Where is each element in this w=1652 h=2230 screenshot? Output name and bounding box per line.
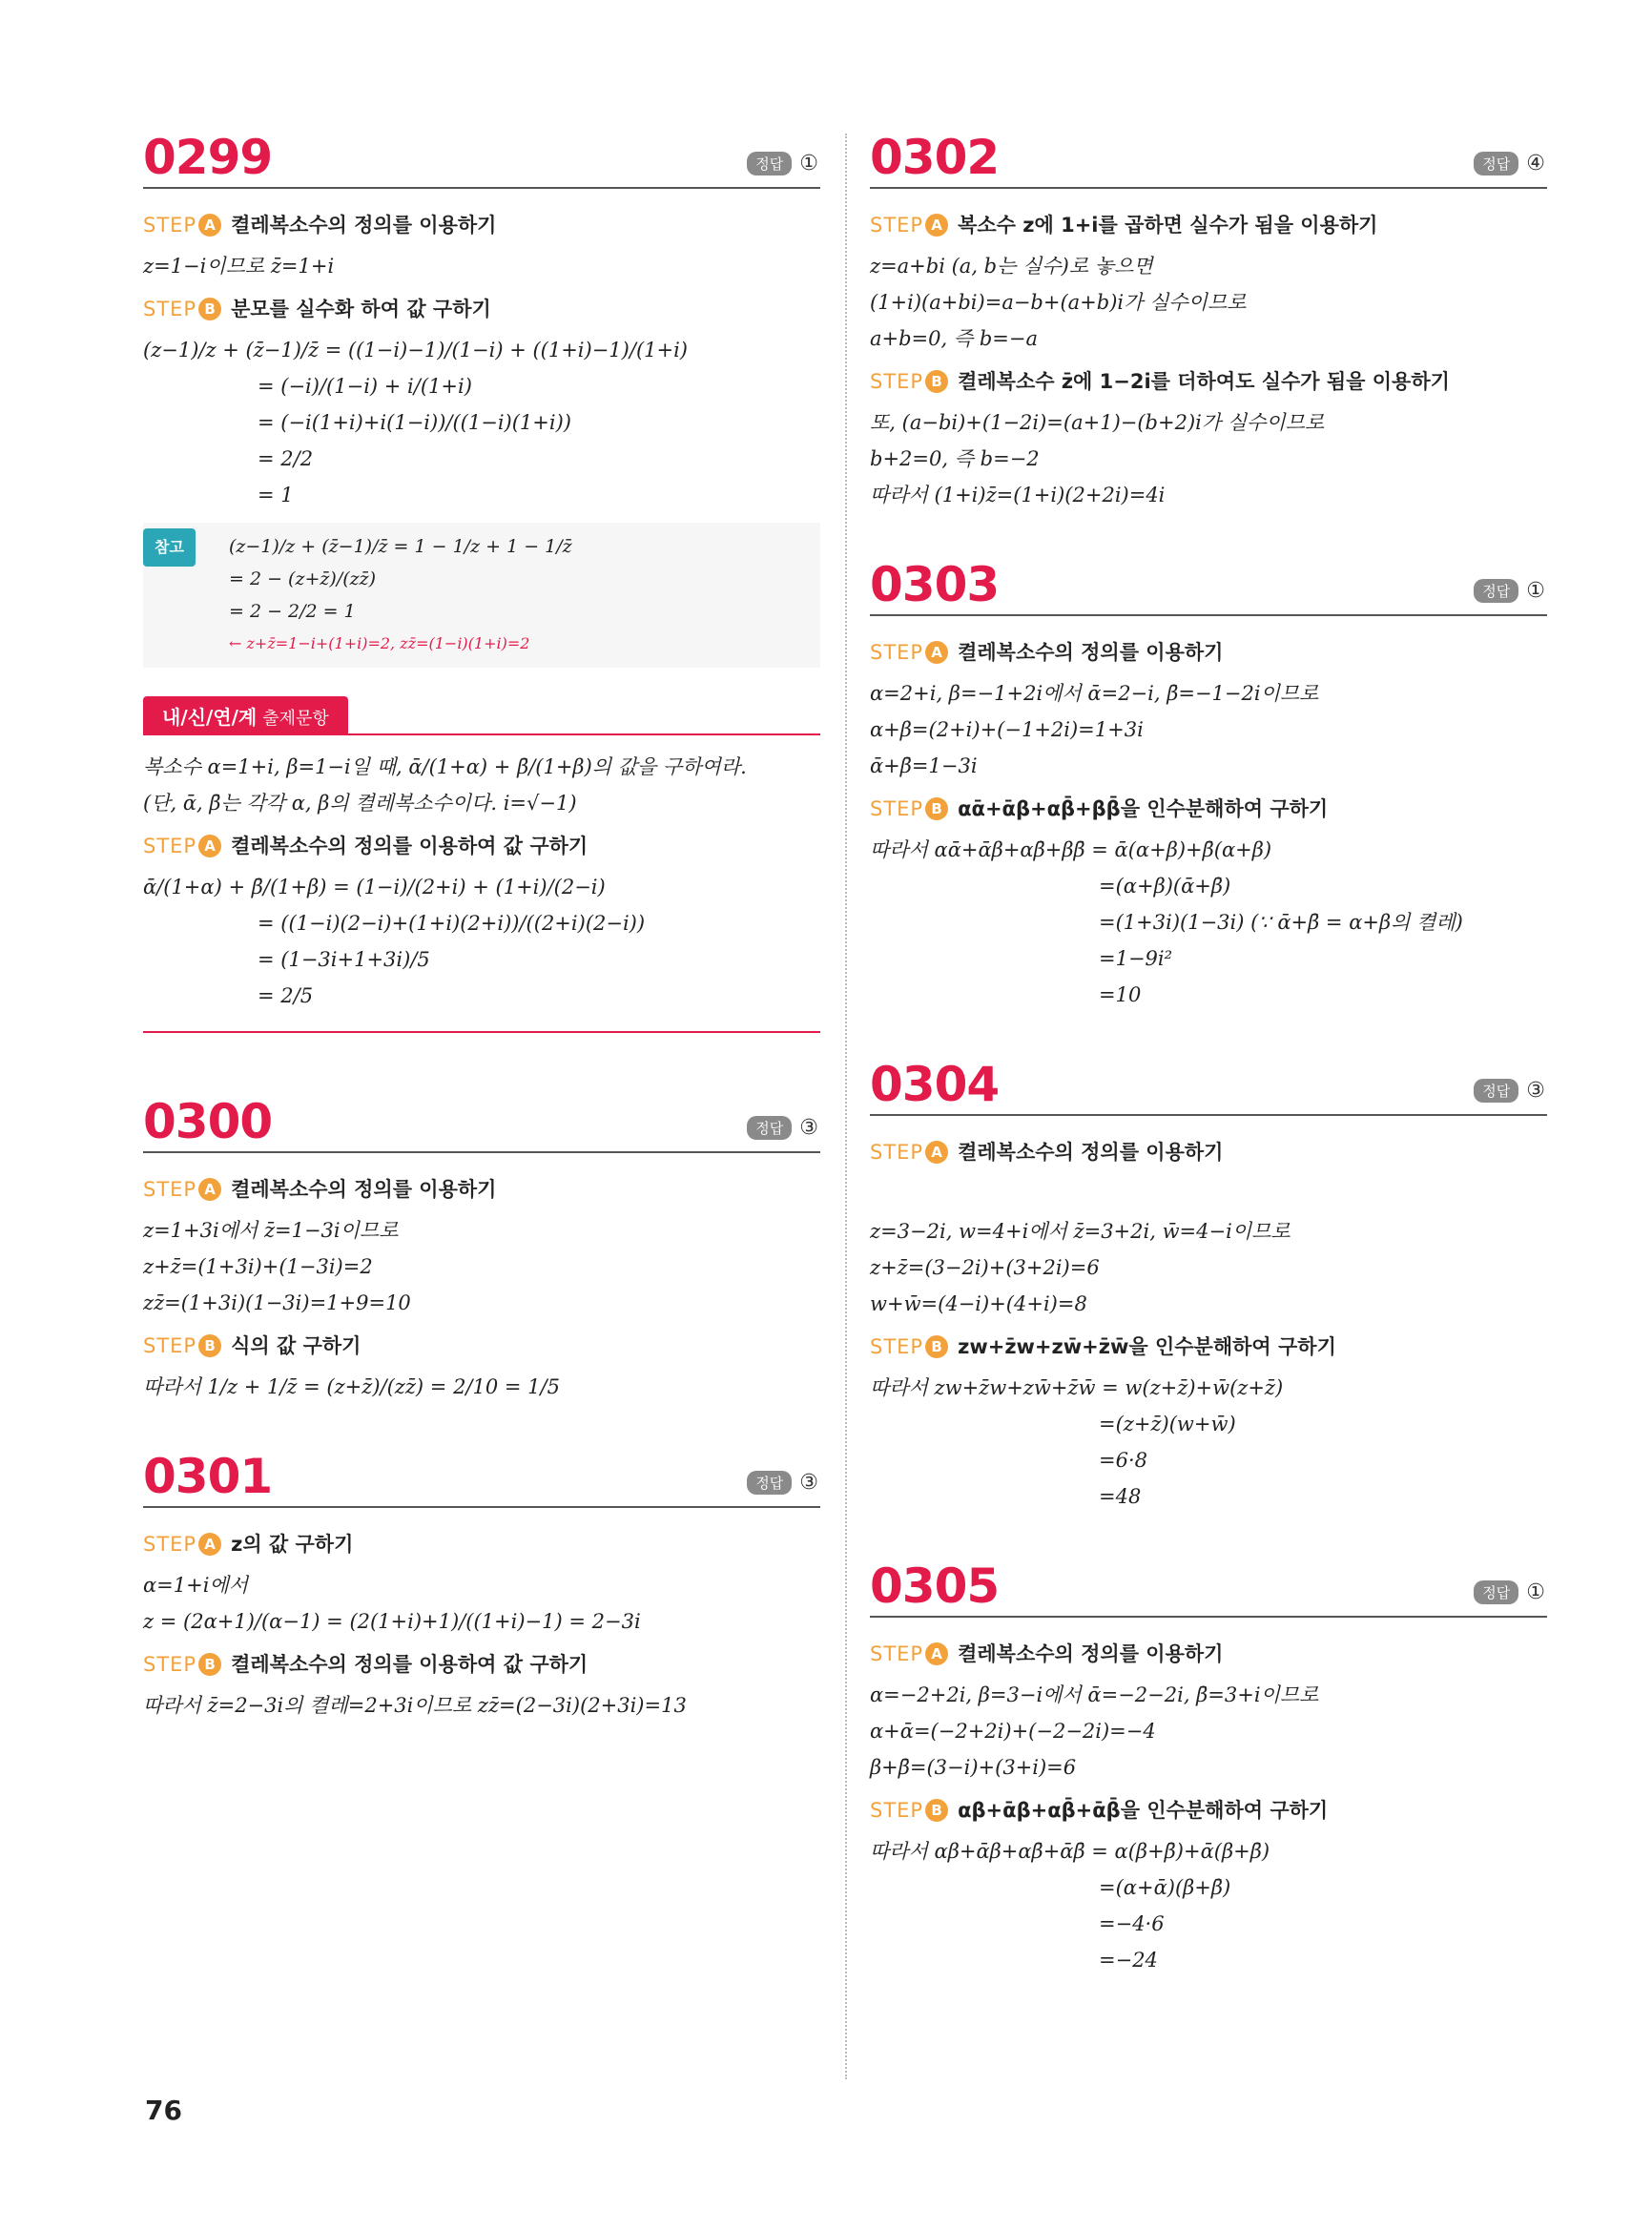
step-title: αᾱ+ᾱβ+αβ̄+ββ̄을 인수분해하여 구하기	[958, 797, 1329, 820]
step-letter-badge: B	[198, 1334, 221, 1357]
problem-0305	[870, 1553, 1547, 1978]
step-title: 켤레복소수 z̄에 1−2i를 더하여도 실수가 됨을 이용하기	[958, 370, 1450, 393]
problem-0303	[870, 551, 1547, 1013]
step-letter-badge: A	[925, 641, 948, 664]
solution-line: =48	[1099, 1485, 1142, 1508]
section-separator	[143, 1031, 820, 1033]
answer-badge: 정답	[747, 1116, 792, 1140]
page-number: 76	[145, 2095, 182, 2126]
answer-badge: 정답	[1474, 152, 1518, 176]
answer-label	[747, 1471, 818, 1496]
solution-line: = (−i)/(1−i) + i/(1+i)	[258, 375, 472, 398]
solution-line: α+ᾱ=(−2+2i)+(−2−2i)=−4	[870, 1720, 1156, 1743]
problem-header	[143, 124, 820, 189]
step-word: STEP	[870, 214, 924, 237]
step-letter-badge: B	[198, 1653, 221, 1676]
step-title: z의 값 구하기	[231, 1533, 354, 1556]
step-heading	[870, 366, 1547, 395]
solution-line: =10	[1099, 983, 1142, 1006]
solution-line: (단, ᾱ, β̄는 각각 α, β의 켤레복소수이다. i=√−1)	[143, 792, 577, 815]
solution-line: 따라서 1/z + 1/z̄ = (z+z̄)/(zz̄) = 2/10 = 1/5	[143, 1375, 560, 1398]
problem-gap	[870, 1515, 1547, 1553]
problem-number: 0302	[870, 130, 1000, 185]
step-title: 켤레복소수의 정의를 이용하여 값 구하기	[231, 1653, 589, 1676]
problem-header	[143, 1443, 820, 1508]
solution-line: =1−9i²	[1099, 947, 1173, 970]
solution-line: =6·8	[1099, 1449, 1147, 1472]
answer-badge: 정답	[1474, 1580, 1518, 1604]
problem-header	[870, 1051, 1547, 1116]
step-title: αβ+ᾱβ+αβ̄+ᾱβ̄을 인수분해하여 구하기	[958, 1799, 1329, 1822]
step-heading	[870, 1332, 1547, 1360]
problem-header	[870, 1553, 1547, 1618]
solution-line: z+z̄=(1+3i)+(1−3i)=2	[143, 1255, 373, 1278]
solution-line: = 2/5	[258, 984, 314, 1007]
answer-value: ④	[1526, 151, 1545, 176]
step-letter-badge: B	[925, 1799, 948, 1822]
step-heading	[143, 1331, 820, 1359]
problem-0302	[870, 124, 1547, 513]
step-heading	[143, 210, 820, 238]
answer-label	[747, 152, 818, 176]
problem-header	[870, 551, 1547, 616]
answer-value: ③	[1526, 1078, 1545, 1103]
solution-line: =(α+ᾱ)(β+β̄)	[1099, 1876, 1231, 1899]
step-heading	[870, 1639, 1547, 1667]
solution-line: α=−2+2i, β=3−i에서 ᾱ=−2−2i, β̄=3+i이므로	[870, 1683, 1319, 1706]
problem-number: 0299	[143, 130, 273, 185]
step-word: STEP	[870, 370, 924, 393]
solution-line: (1+i)(a+bi)=a−b+(a+b)i가 실수이므로	[870, 291, 1247, 314]
related-tag-main: 내/신/연/계	[162, 706, 258, 729]
solution-line: α=2+i, β=−1+2i에서 ᾱ=2−i, β̄=−1−2i이므로	[870, 682, 1319, 705]
solution-line: 따라서 αᾱ+ᾱβ+αβ̄+ββ̄ = ᾱ(α+β)+β̄(α+β)	[870, 838, 1272, 861]
step-word: STEP	[870, 1335, 924, 1358]
solution-line: 따라서 (1+i)z̄=(1+i)(2+2i)=4i	[870, 484, 1166, 506]
problem-gap	[143, 1050, 820, 1088]
step-letter-badge: A	[925, 1141, 948, 1164]
step-heading	[143, 1649, 820, 1678]
step-word: STEP	[870, 1141, 924, 1164]
step-heading	[143, 1174, 820, 1203]
answer-value: ③	[799, 1115, 818, 1140]
note-line: (z−1)/z + (z̄−1)/z̄ = 1 − 1/z + 1 − 1/z̄	[229, 536, 572, 557]
column-divider	[845, 134, 847, 2079]
step-word: STEP	[870, 641, 924, 664]
solution-line: z=a+bi (a, b는 실수)로 놓으면	[870, 255, 1153, 278]
step-letter-badge: B	[925, 797, 948, 820]
problem-number: 0303	[870, 557, 1000, 612]
step-heading	[143, 1529, 820, 1558]
answer-badge: 정답	[1474, 579, 1518, 603]
note-line: = 2 − (z+z̄)/(zz̄)	[229, 568, 377, 589]
related-tag-sub: 출제문항	[262, 709, 329, 729]
problem-number: 0301	[143, 1449, 273, 1504]
note-line: = 2 − 2/2 = 1	[229, 601, 356, 622]
step-heading	[143, 294, 820, 322]
related-problem-header	[143, 696, 820, 735]
step-letter-badge: B	[925, 1335, 948, 1358]
solution-line: 복소수 α=1+i, β=1−i일 때, ᾱ/(1+α) + β̄/(1+β)의 값을 구하여라.	[143, 755, 747, 778]
step-word: STEP	[143, 835, 197, 857]
problem-gap	[143, 1405, 820, 1443]
problem-header	[143, 1088, 820, 1153]
answer-badge: 정답	[747, 1471, 792, 1495]
answer-label	[747, 1116, 818, 1141]
problem-number: 0300	[143, 1094, 273, 1149]
solution-line: ᾱ/(1+α) + β̄/(1+β) = (1−i)/(2+i) + (1+i)/(2−i)	[143, 876, 606, 898]
step-title: 분모를 실수화 하여 값 구하기	[231, 298, 491, 320]
solution-line: z+z̄=(3−2i)+(3+2i)=6	[870, 1256, 1100, 1279]
answer-value: ③	[799, 1470, 818, 1495]
related-problem-tag	[143, 696, 348, 735]
solution-line: =(z+z̄)(w+w̄)	[1099, 1413, 1236, 1435]
reference-note	[143, 523, 820, 668]
step-word: STEP	[143, 298, 197, 320]
problem-0300	[143, 1088, 820, 1405]
step-letter-badge: B	[925, 370, 948, 393]
step-title: 켤레복소수의 정의를 이용하기	[958, 1141, 1224, 1164]
solution-line: β+β̄=(3−i)+(3+i)=6	[870, 1756, 1077, 1779]
step-word: STEP	[870, 797, 924, 820]
step-word: STEP	[143, 1533, 197, 1556]
step-heading	[870, 1795, 1547, 1824]
solution-line: = (−i(1+i)+i(1−i))/((1−i)(1+i))	[258, 411, 571, 434]
problem-0304	[870, 1051, 1547, 1515]
problem-header	[870, 124, 1547, 189]
problem-0301	[143, 1443, 820, 1724]
step-heading	[870, 210, 1547, 238]
step-title: 켤레복소수의 정의를 이용하기	[958, 641, 1224, 664]
solution-line: 또, (a−bi)+(1−2i)=(a+1)−(b+2)i가 실수이므로	[870, 411, 1325, 434]
solution-line: = 2/2	[258, 447, 314, 470]
solution-line: 따라서 zw+z̄w+zw̄+z̄w̄ = w(z+z̄)+w̄(z+z̄)	[870, 1376, 1284, 1399]
solution-line: z=1−i이므로 z̄=1+i	[143, 255, 335, 278]
note-tag: 참고	[143, 528, 196, 567]
problem-number: 0304	[870, 1057, 1000, 1112]
answer-label	[1474, 1580, 1545, 1605]
answer-label	[1474, 152, 1545, 176]
solution-line: =(α+β)(ᾱ+β̄)	[1099, 875, 1231, 898]
solution-line: =−24	[1099, 1949, 1158, 1972]
step-letter-badge: A	[198, 1533, 221, 1556]
step-heading	[870, 794, 1547, 822]
step-title: 켤레복소수의 정의를 이용하기	[958, 1642, 1224, 1665]
step-word: STEP	[143, 1653, 197, 1676]
step-heading	[870, 637, 1547, 666]
solution-line: (z−1)/z + (z̄−1)/z̄ = ((1−i)−1)/(1−i) + ((1+i)−1)/(1+i)	[143, 339, 688, 361]
step-title: 복소수 z에 1+i를 곱하면 실수가 됨을 이용하기	[958, 214, 1378, 237]
solution-line: z=1+3i에서 z̄=1−3i이므로	[143, 1219, 399, 1242]
step-word: STEP	[870, 1642, 924, 1665]
solution-line: 따라서 z̄=2−3i의 켤레=2+3i이므로 zz̄=(2−3i)(2+3i)=13	[143, 1694, 687, 1717]
step-title: 켤레복소수의 정의를 이용하여 값 구하기	[231, 835, 589, 857]
solution-line: α+β=(2+i)+(−1+2i)=1+3i	[870, 718, 1144, 741]
problem-number: 0305	[870, 1559, 1000, 1614]
solution-line: w+w̄=(4−i)+(4+i)=8	[870, 1292, 1087, 1315]
step-letter-badge: A	[925, 1642, 948, 1665]
spacer	[870, 1175, 1547, 1213]
solution-line: ᾱ+β̄=1−3i	[870, 754, 978, 777]
solution-line: = ((1−i)(2−i)+(1+i)(2+i))/((2+i)(2−i))	[258, 912, 646, 935]
solution-line: = 1	[258, 484, 294, 506]
answer-label	[1474, 579, 1545, 604]
left-column	[143, 124, 820, 1724]
answer-label	[1474, 1079, 1545, 1104]
solution-line: b+2=0, 즉 b=−2	[870, 447, 1040, 470]
solution-line: =(1+3i)(1−3i) (∵ ᾱ+β̄ = α+β의 켤레)	[1099, 911, 1463, 934]
step-word: STEP	[870, 1799, 924, 1822]
answer-value: ①	[1526, 578, 1545, 603]
step-letter-badge: B	[198, 298, 221, 320]
solution-line: z = (2α+1)/(α−1) = (2(1+i)+1)/((1+i)−1) = 2−3i	[143, 1610, 641, 1633]
step-letter-badge: A	[198, 214, 221, 237]
answer-badge: 정답	[1474, 1079, 1518, 1103]
step-letter-badge: A	[925, 214, 948, 237]
solution-line: z=3−2i, w=4+i에서 z̄=3+2i, w̄=4−i이므로	[870, 1220, 1291, 1243]
step-letter-badge: A	[198, 835, 221, 857]
answer-badge: 정답	[747, 152, 792, 176]
step-word: STEP	[143, 1178, 197, 1201]
step-title: zw+z̄w+zw̄+z̄w̄을 인수분해하여 구하기	[958, 1335, 1336, 1358]
problem-gap	[870, 1013, 1547, 1051]
step-title: 켤레복소수의 정의를 이용하기	[231, 1178, 497, 1201]
solution-line: α=1+i에서	[143, 1574, 249, 1597]
right-column	[870, 124, 1547, 1978]
step-title: 켤레복소수의 정의를 이용하기	[231, 214, 497, 237]
solution-line: =−4·6	[1099, 1912, 1165, 1935]
problem-0299	[143, 124, 820, 1033]
solution-line: a+b=0, 즉 b=−a	[870, 327, 1038, 350]
step-word: STEP	[143, 214, 197, 237]
answer-value: ①	[1526, 1580, 1545, 1604]
answer-value: ①	[799, 151, 818, 176]
note-annotation: ← z+z̄=1−i+(1+i)=2, zz̄=(1−i)(1+i)=2	[229, 634, 530, 652]
solution-line: 따라서 αβ+ᾱβ+αβ̄+ᾱβ̄ = α(β+β̄)+ᾱ(β+β̄)	[870, 1840, 1270, 1863]
step-title: 식의 값 구하기	[231, 1334, 361, 1357]
problem-gap	[870, 513, 1547, 551]
step-heading	[143, 831, 820, 859]
solution-line: = (1−3i+1+3i)/5	[258, 948, 430, 971]
solution-line: zz̄=(1+3i)(1−3i)=1+9=10	[143, 1291, 411, 1314]
step-word: STEP	[143, 1334, 197, 1357]
step-letter-badge: A	[198, 1178, 221, 1201]
step-heading	[870, 1137, 1547, 1166]
